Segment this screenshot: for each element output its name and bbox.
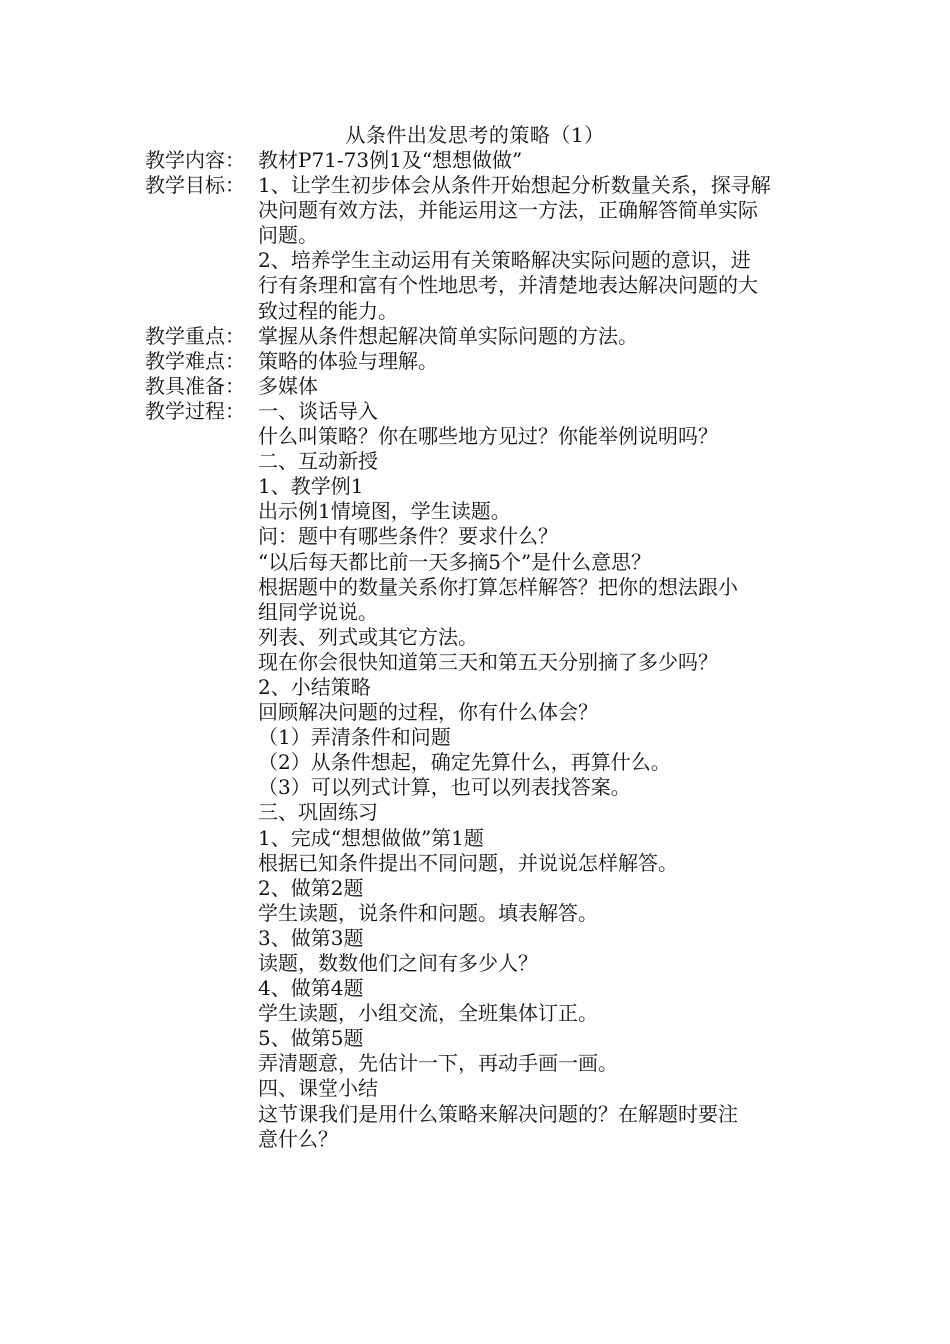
section-row xyxy=(145,374,815,399)
text-line: （3）可以列式计算，也可以列表找答案。 xyxy=(258,775,631,800)
text-line: 问题。 xyxy=(258,223,318,248)
text-line: 行有条理和富有个性地思考，并清楚地表达解决问题的大 xyxy=(258,273,758,298)
text-line: 读题，数数他们之间有多少人？ xyxy=(258,951,538,975)
section-label: 教学内容： xyxy=(145,148,245,172)
text-line: 教材P71-73例1及“想想做做” xyxy=(258,148,523,172)
section-label: 教学重点： xyxy=(145,323,245,348)
text-line: 致过程的能力。 xyxy=(258,298,398,323)
text-line: 根据题中的数量关系你打算怎样解答？把你的想法跟小 xyxy=(258,574,738,599)
text-line: （2）从条件想起，确定先算什么，再算什么。 xyxy=(258,750,671,775)
section-label: 教具准备： xyxy=(145,373,245,398)
text-line: 出示例1情境图，学生读题。 xyxy=(258,499,511,524)
text-line: 回顾解决问题的过程，你有什么体会？ xyxy=(258,700,598,725)
text-line: 1、完成“想想做做”第1题 xyxy=(258,825,484,850)
text-line: 四、课堂小结 xyxy=(258,1076,378,1101)
text-line: “以后每天都比前一天多摘5个”是什么意思？ xyxy=(258,549,652,574)
section-row xyxy=(145,148,815,173)
text-line: 三、巩固练习 xyxy=(258,800,378,825)
section-content xyxy=(258,349,808,374)
text-line: （1）弄清条件和问题 xyxy=(258,725,451,750)
text-line: 多媒体 xyxy=(258,373,318,398)
section-content xyxy=(258,324,808,349)
section-content xyxy=(258,148,808,173)
text-line: 4、做第4题 xyxy=(258,976,364,1001)
section-label: 教学难点： xyxy=(145,348,245,373)
section-row xyxy=(145,324,815,349)
text-line: 意什么？ xyxy=(258,1126,338,1151)
section-label: 教学过程： xyxy=(145,398,245,423)
text-line: 学生读题，说条件和问题。填表解答。 xyxy=(258,900,598,925)
section-row xyxy=(145,399,815,1152)
text-line: 1、教学例1 xyxy=(258,474,364,499)
section-content xyxy=(258,374,808,399)
text-line: 根据已知条件提出不同问题，并说说怎样解答。 xyxy=(258,850,678,875)
text-line: 组同学说说。 xyxy=(258,599,378,624)
text-line: 什么叫策略？你在哪些地方见过？你能举例说明吗？ xyxy=(258,424,718,449)
section-content xyxy=(258,173,808,324)
text-line: 2、做第2题 xyxy=(258,875,364,900)
text-line: 3、做第3题 xyxy=(258,925,364,950)
document-title: 从条件出发思考的策略（1） xyxy=(345,123,605,147)
text-line: 一、谈话导入 xyxy=(258,398,378,423)
text-line: 决问题有效方法，并能运用这一方法，正确解答简单实际 xyxy=(258,198,758,223)
section-label: 教学目标： xyxy=(145,173,245,198)
text-line: 2、小结策略 xyxy=(258,674,371,699)
lesson-plan-body xyxy=(145,148,815,1152)
text-line: 掌握从条件想起解决简单实际问题的方法。 xyxy=(258,323,638,348)
text-line: 二、互动新授 xyxy=(258,449,378,474)
text-line: 这节课我们是用什么策略来解决问题的？在解题时要注 xyxy=(258,1101,738,1126)
text-line: 问：题中有哪些条件？要求什么？ xyxy=(258,524,558,549)
section-row xyxy=(145,173,815,324)
text-line: 2、培养学生主动运用有关策略解决实际问题的意识，进 xyxy=(258,248,751,273)
text-line: 学生读题，小组交流，全班集体订正。 xyxy=(258,1001,598,1026)
section-row xyxy=(145,349,815,374)
text-line: 5、做第5题 xyxy=(258,1026,364,1051)
text-line: 现在你会很快知道第三天和第五天分别摘了多少吗？ xyxy=(258,649,718,674)
text-line: 列表、列式或其它方法。 xyxy=(258,624,478,649)
text-line: 1、让学生初步体会从条件开始想起分析数量关系，探寻解 xyxy=(258,173,771,198)
text-line: 弄清题意，先估计一下，再动手画一画。 xyxy=(258,1051,618,1076)
section-content xyxy=(258,399,808,1152)
text-line: 策略的体验与理解。 xyxy=(258,348,438,373)
